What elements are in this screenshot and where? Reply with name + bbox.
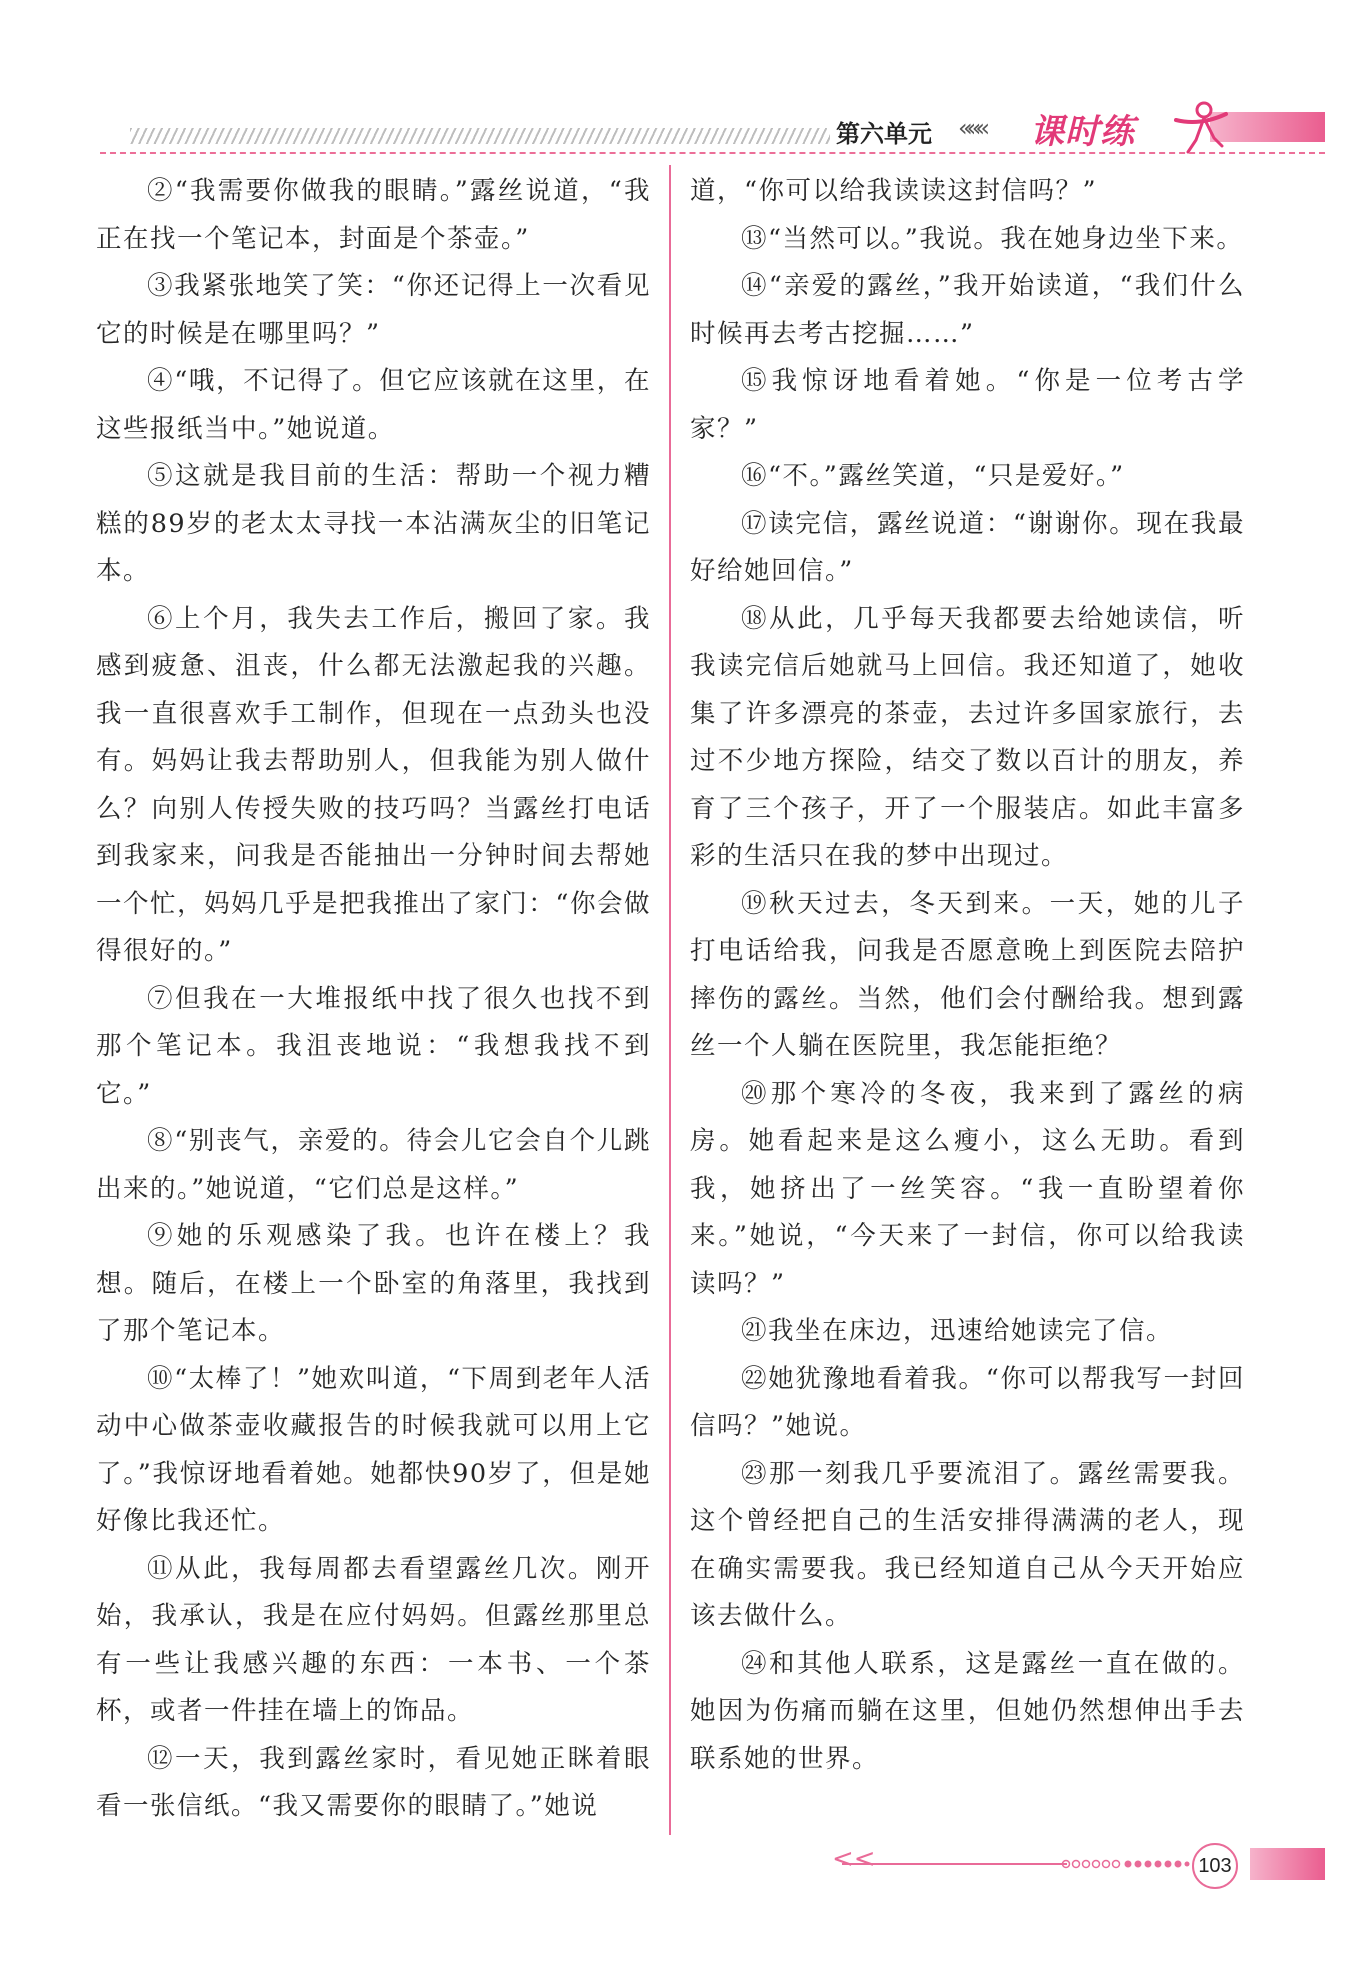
paragraph: ③我紧张地笑了笑：“你还记得上一次看见它的时候是在哪里吗？” — [96, 271, 651, 349]
paragraph: ⑭“亲爱的露丝，”我开始读道，“我们什么时候再去考古挖掘……” — [690, 271, 1245, 349]
paragraph: ④“哦，不记得了。但它应该就在这里，在这些报纸当中。”她说道。 — [96, 366, 651, 444]
page-header — [0, 0, 1350, 170]
arrow-left-icon: << — [832, 1844, 876, 1874]
paragraph: ⑩“太棒了！”她欢叫道，“下周到老年人活动中心做茶壶收藏报告的时候我就可以用上它了。”我惊讶地看着她。她都快90岁了，但是她好像比我还忙。 — [96, 1363, 651, 1536]
page-footer — [0, 1830, 1350, 1910]
paragraph: ⑪从此，我每周都去看望露丝几次。刚开始，我承认，我是在应付妈妈。但露丝那里总有一些让我感兴趣的东西：一本书、一个茶杯，或者一件挂在墙上的饰品。 — [96, 1553, 651, 1726]
paragraph: ②“我需要你做我的眼睛。”露丝说道，“我正在找一个笔记本，封面是个茶壶。” — [96, 176, 651, 254]
dots-decoration-icon — [1060, 1854, 1190, 1874]
header-dashed-rule — [100, 152, 1325, 154]
paragraph: ⑥上个月，我失去工作后，搬回了家。我感到疲惫、沮丧，什么都无法激起我的兴趣。我一直很喜欢手工制作，但现在一点劲头也没有。妈妈让我去帮助别人，但我能为别人做什么？向别人传授失败的技巧吗？当露丝打电话到我家来，问我是否能抽出一分钟时间去帮她一个忙，妈妈几乎是把我推出了家门：“你会做得很好的。” — [96, 603, 651, 966]
right-column — [690, 168, 1245, 1783]
footer-pink-band — [1250, 1848, 1325, 1880]
paragraph: ⑯“不。”露丝笑道，“只是爱好。” — [741, 461, 1125, 491]
footer-arrow-line — [842, 1863, 1067, 1865]
paragraph-continuation: 道，“你可以给我读读这封信吗？” — [690, 176, 1098, 206]
paragraph: ⑦但我在一大堆报纸中找了很久也找不到那个笔记本。我沮丧地说：“我想我找不到它。” — [96, 983, 651, 1109]
paragraph: ⑮我惊讶地看着她。“你是一位考古学家？” — [690, 366, 1245, 444]
paragraph: ⑲秋天过去，冬天到来。一天，她的儿子打电话给我，问我是否愿意晚上到医院去陪护摔伤的露丝。当然，他们会付酬给我。想到露丝一个人躺在医院里，我怎能拒绝？ — [690, 888, 1245, 1061]
paragraph: ⑨她的乐观感染了我。也许在楼上？我想。随后，在楼上一个卧室的角落里，我找到了那个笔记本。 — [96, 1221, 651, 1346]
paragraph: ⑳那个寒冷的冬夜，我来到了露丝的病房。她看起来是这么瘦小，这么无助。看到我，她挤出了一丝笑容。“我一直盼望着你来。”她说，“今天来了一封信，你可以给我读读吗？” — [690, 1078, 1245, 1299]
unit-label: 第六单元 — [836, 120, 932, 148]
page-number: 103 — [1192, 1843, 1238, 1889]
brand-title: 课时练 — [1030, 112, 1135, 152]
mascot-icon — [1170, 96, 1230, 156]
paragraph: ⑫一天，我到露丝家时，看见她正眯着眼看一张信纸。“我又需要你的眼睛了。”她说 — [96, 1743, 651, 1821]
chevrons-icon: ««« — [958, 114, 985, 142]
column-divider — [669, 165, 671, 1835]
paragraph: ㉔和其他人联系，这是露丝一直在做的。她因为伤痛而躺在这里，但她仍然想伸出手去联系她的世界。 — [690, 1648, 1245, 1774]
left-column — [96, 168, 651, 1831]
paragraph: ㉒她犹豫地看着我。“你可以帮我写一封回信吗？”她说。 — [690, 1363, 1245, 1441]
paragraph: ㉓那一刻我几乎要流泪了。露丝需要我。这个曾经把自己的生活安排得满满的老人，现在确实需要我。我已经知道自己从今天开始应该去做什么。 — [690, 1458, 1245, 1631]
paragraph: ⑬“当然可以。”我说。我在她身边坐下来。 — [741, 223, 1244, 254]
header-hatch-decoration — [130, 128, 830, 144]
paragraph: ⑱从此，几乎每天我都要去给她读信，听我读完信后她就马上回信。我还知道了，她收集了许多漂亮的茶壶，去过许多国家旅行，去过不少地方探险，结交了数以百计的朋友，养育了三个孩子，开了一个服装店。如此丰富多彩的生活只在我的梦中出现过。 — [690, 603, 1245, 871]
paragraph: ㉑我坐在床边，迅速给她读完了信。 — [741, 1316, 1174, 1346]
paragraph: ⑧“别丧气，亲爱的。待会儿它会自个儿跳出来的。”她说道，“它们总是这样。” — [96, 1126, 651, 1204]
paragraph: ⑤这就是我目前的生活：帮助一个视力糟糕的89岁的老太太寻找一本沾满灰尘的旧笔记本。 — [96, 461, 651, 586]
paragraph: ⑰读完信，露丝说道：“谢谢你。现在我最好给她回信。” — [690, 508, 1245, 586]
